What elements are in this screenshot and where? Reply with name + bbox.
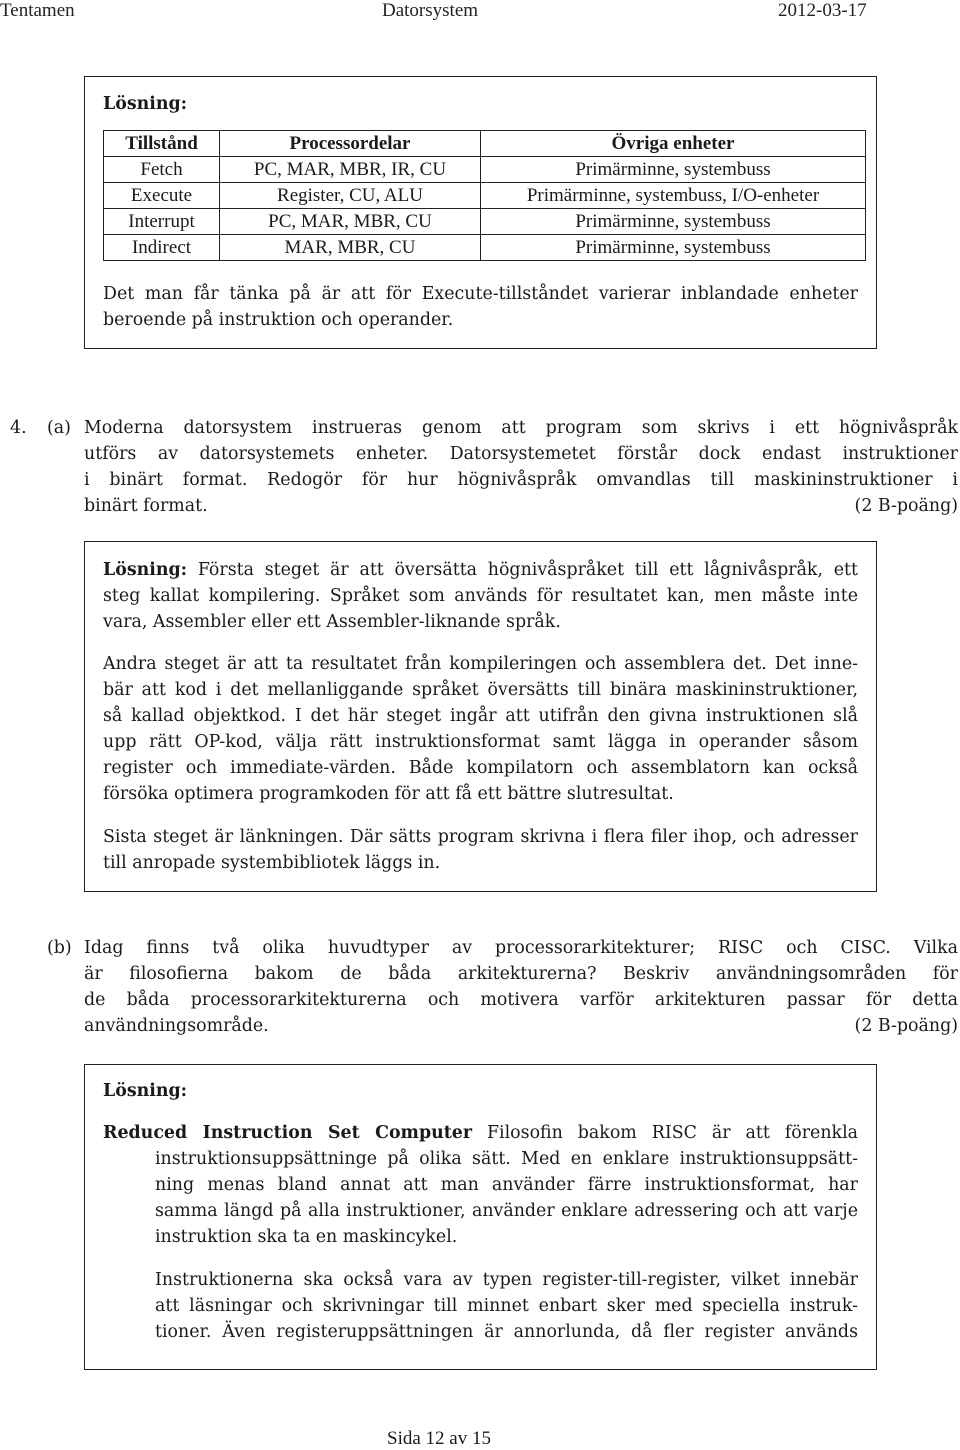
table-row xyxy=(104,209,866,235)
question-text-line: binärt format. xyxy=(84,496,208,516)
table-cell: MAR, MBR, CU xyxy=(220,235,481,261)
solution-text-line: register och immediate-värden. Både kompilatorn och assemblatorn kan också xyxy=(103,758,858,778)
table-cell: Primärminne, systembuss xyxy=(481,235,866,261)
table-cell: Execute xyxy=(104,183,220,209)
table-row xyxy=(104,235,866,261)
definition-text-line: tioner. Även registeruppsättningen är annorlunda, då fler register används xyxy=(155,1322,858,1342)
question-text-line: är filosofierna bakom de båda arkitekturerna? Beskriv användningsområden för xyxy=(84,964,958,984)
table-cell: Primärminne, systembuss xyxy=(481,157,866,183)
page-footer: Sida 12 av 15 xyxy=(387,1428,491,1449)
table-header-row xyxy=(104,131,866,157)
solution-text-line: bär att kod i det mellanliggande språket översätts till binära maskininstruktioner, xyxy=(103,680,858,700)
solution-text-line: steg kallat kompilering. Språket som används för resultatet kan, men måste inte xyxy=(103,586,858,606)
table-header-cell: Övriga enheter xyxy=(481,131,866,157)
table-cell: PC, MAR, MBR, CU xyxy=(220,209,481,235)
solution-text-line: försöka optimera programkoden för att få ett bättre slutresultat. xyxy=(103,784,674,804)
table-cell: PC, MAR, MBR, IR, CU xyxy=(220,157,481,183)
table-note-line: Det man får tänka på är att för Execute-tillståndet varierar inblandade enheter xyxy=(103,284,858,304)
solution-text-line: till anropade systembibliotek läggs in. xyxy=(103,853,441,873)
table-cell: Primärminne, systembuss, I/O-enheter xyxy=(481,183,866,209)
solution-text: Första steget är att översätta högnivåspråket till ett lågnivåspråk, ett xyxy=(197,560,858,580)
points-label: (2 B-poäng) xyxy=(854,496,958,516)
solution-text-line: Sista steget är länkningen. Där sätts program skrivna i flera filer ihop, och adresser xyxy=(103,827,858,847)
question-number: 4. xyxy=(10,418,27,438)
table-cell: Fetch xyxy=(104,157,220,183)
state-table xyxy=(103,130,866,261)
definition-text-line: instruktion ska ta en maskincykel. xyxy=(155,1227,458,1247)
page-header xyxy=(0,0,960,24)
definition-text-line: instruktionsuppsättninge på olika sätt. Med en enklare instruktionsuppsätt- xyxy=(155,1149,858,1169)
table-note-line: beroende på instruktion och operander. xyxy=(103,310,454,330)
table-cell: Primärminne, systembuss xyxy=(481,209,866,235)
solution-text-line: Andra steget är att ta resultatet från kompileringen och assemblera det. Det inne- xyxy=(103,654,858,674)
table-header-cell: Tillstånd xyxy=(104,131,220,157)
solution-heading: Lösning: xyxy=(103,94,188,114)
header-course-name: Datorsystem xyxy=(382,0,479,21)
definition-text-line: ning menas bland annat att man använder färre instruktionsformat, har xyxy=(155,1175,858,1195)
question-text-line: i binärt format. Redogör för hur högnivåspråk omvandlas till maskininstruktioner i xyxy=(84,470,958,490)
table-cell: Interrupt xyxy=(104,209,220,235)
definition-text-line: samma längd på alla instruktioner, använder enklare adressering och att varje xyxy=(155,1201,858,1221)
solution-heading: Lösning: xyxy=(103,560,188,580)
definition-term: Reduced Instruction Set Computer xyxy=(103,1123,473,1143)
table-row xyxy=(104,157,866,183)
subquestion-label-b: (b) xyxy=(47,938,72,958)
definition-text-line: att läsningar och skrivningar till minnet enbart sker med speciella instruk- xyxy=(155,1296,858,1316)
question-text-line: Idag finns två olika huvudtyper av processorarkitekturer; RISC och CISC. Vilka xyxy=(84,938,958,958)
table-header-cell: Processordelar xyxy=(220,131,481,157)
question-text-line: de båda processorarkitekturerna och motivera varför arkitekturen passar för detta xyxy=(84,990,958,1010)
table-cell: Register, CU, ALU xyxy=(220,183,481,209)
definition-first-line xyxy=(103,1120,858,1146)
question-text-line: Moderna datorsystem instrueras genom att program som skrivs i ett högnivåspråk xyxy=(84,418,958,438)
solution-text-line: upp rätt OP-kod, välja rätt instruktionsformat samt lägga in operander såsom xyxy=(103,732,858,752)
question-text-line: utförs av datorsystemets enheter. Datorsystemetet förstår dock endast instruktioner xyxy=(84,444,958,464)
table-row xyxy=(104,183,866,209)
solution-text-line: så kallad objektkod. I det här steget ingår att utifrån den givna instruktionen slå xyxy=(103,706,858,726)
subquestion-label-a: (a) xyxy=(47,418,71,438)
question-text-line: användningsområde. xyxy=(84,1016,269,1036)
points-label: (2 B-poäng) xyxy=(854,1016,958,1036)
header-course-type: Tentamen xyxy=(0,0,75,21)
solution-first-line xyxy=(103,557,858,583)
definition-text-line: Instruktionerna ska också vara av typen register-till-register, vilket innebär xyxy=(155,1270,858,1290)
solution-heading: Lösning: xyxy=(103,1081,188,1101)
definition-text: Filosofin bakom RISC är att förenkla xyxy=(486,1123,858,1143)
header-date: 2012-03-17 xyxy=(778,0,867,21)
solution-text-line: vara, Assembler eller ett Assembler-liknande språk. xyxy=(103,612,561,632)
table-cell: Indirect xyxy=(104,235,220,261)
